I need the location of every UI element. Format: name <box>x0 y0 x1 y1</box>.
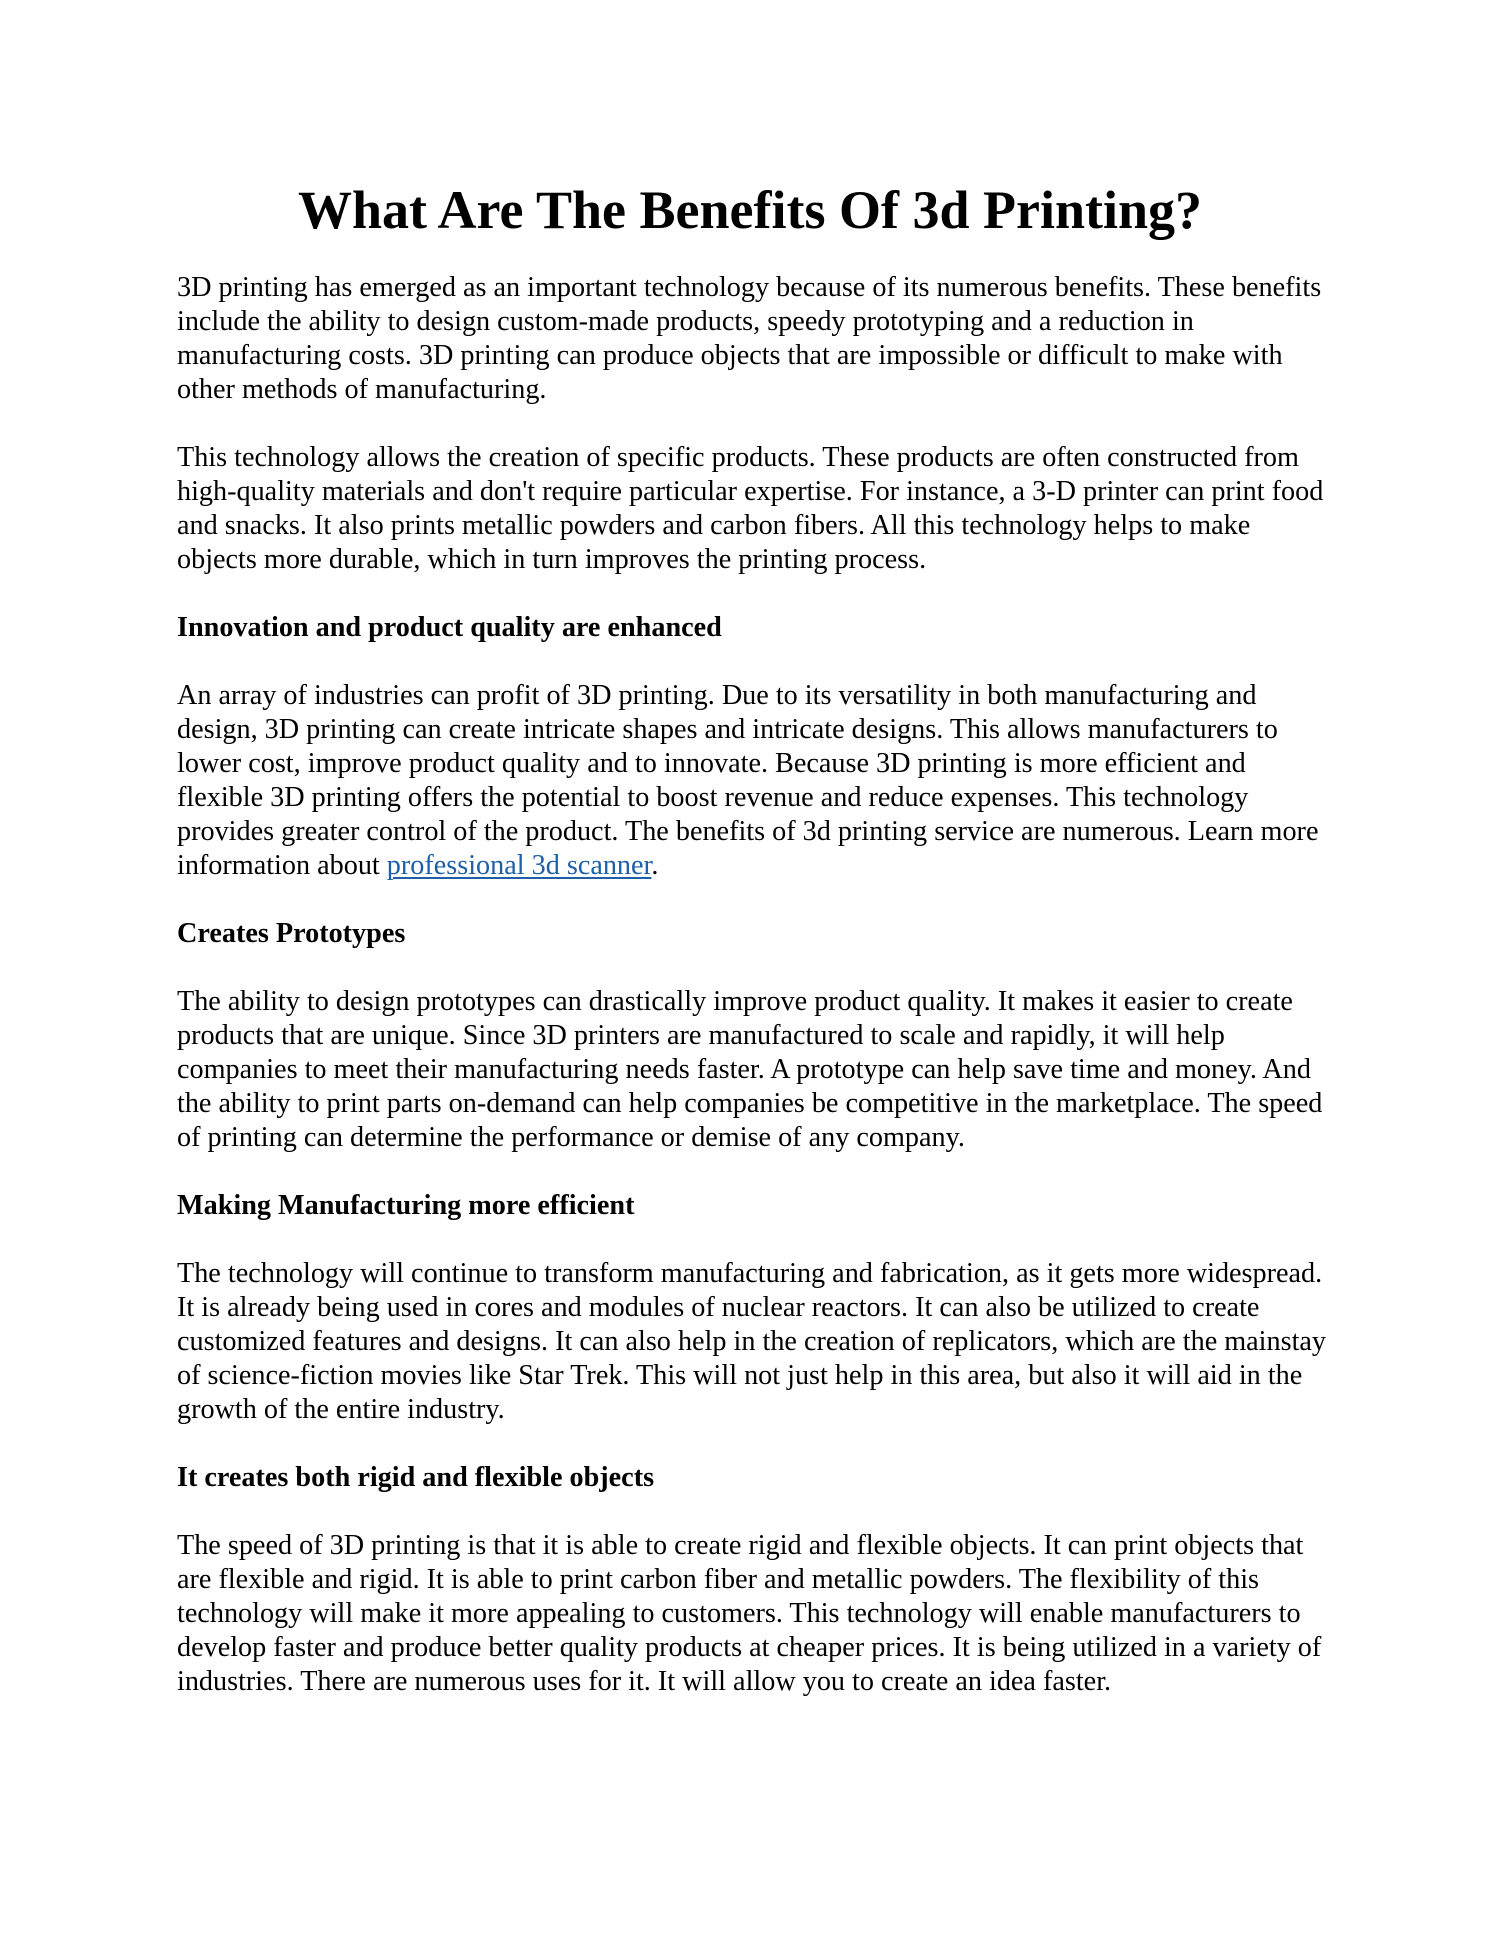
section-heading-innovation: Innovation and product quality are enhanced <box>177 612 722 643</box>
section-heading-manufacturing: Making Manufacturing more efficient <box>177 1190 635 1221</box>
paragraph-text-end: . <box>651 850 659 881</box>
professional-3d-scanner-link[interactable]: professional 3d scanner <box>386 850 652 881</box>
section-heading-prototypes: Creates Prototypes <box>177 918 406 949</box>
section-paragraph-prototypes: The ability to design prototypes can drastically improve product quality. It makes it easier to create products that are unique. Since 3D printers are manufactured to scale and rapidly, it will help companies to meet their manufacturing needs faster. A prototype can help save time and money. And the ability to print parts on-demand can help companies be competitive in the marketplace. The speed of printing can determine the performance or demise of any company. <box>177 986 1323 1153</box>
intro-paragraph-2: This technology allows the creation of specific products. These products are often constructed from high-quality materials and don't require particular expertise. For instance, a 3-D printer can print food and snacks. It also prints metallic powders and carbon fibers. All this technology helps to make objects more durable, which in turn improves the printing process. <box>177 442 1324 575</box>
paragraph-text: An array of industries can profit of 3D printing. Due to its versatility in both manufacturing and design, 3D printing can create intricate shapes and intricate designs. This allows manufacturers to lower cost, improve product quality and to innovate. Because 3D printing is more efficient and flexible 3D printing offers the potential to boost revenue and reduce expenses. This technology provides greater control of the product. The benefits of 3d printing service are numerous. Learn more information about <box>177 680 1319 881</box>
intro-paragraph-1: 3D printing has emerged as an important technology because of its numerous benefits. These benefits include the ability to design custom-made products, speedy prototyping and a reduction in manufacturing costs. 3D printing can produce objects that are impossible or difficult to make with other methods of manufacturing. <box>177 272 1322 405</box>
section-paragraph-innovation <box>177 679 1329 883</box>
section-paragraph-rigid-flexible: The speed of 3D printing is that it is able to create rigid and flexible objects. It can print objects that are flexible and rigid. It is able to print carbon fiber and metallic powders. The flexibility of this technology will make it more appealing to customers. This technology will enable manufacturers to develop faster and produce better quality products at cheaper prices. It is being utilized in a variety of industries. There are numerous uses for it. It will allow you to create an idea faster. <box>177 1530 1322 1697</box>
document-title: What Are The Benefits Of 3d Printing? <box>297 180 1203 240</box>
document-body <box>177 271 1329 1733</box>
section-paragraph-manufacturing: The technology will continue to transform manufacturing and fabrication, as it gets more widespread. It is already being used in cores and modules of nuclear reactors. It can also be utilized to create customized features and designs. It can also help in the creation of replicators, which are the mainstay of science-fiction movies like Star Trek. This will not just help in this area, but also it will aid in the growth of the entire industry. <box>177 1258 1327 1425</box>
section-heading-rigid-flexible: It creates both rigid and flexible objects <box>177 1462 655 1493</box>
